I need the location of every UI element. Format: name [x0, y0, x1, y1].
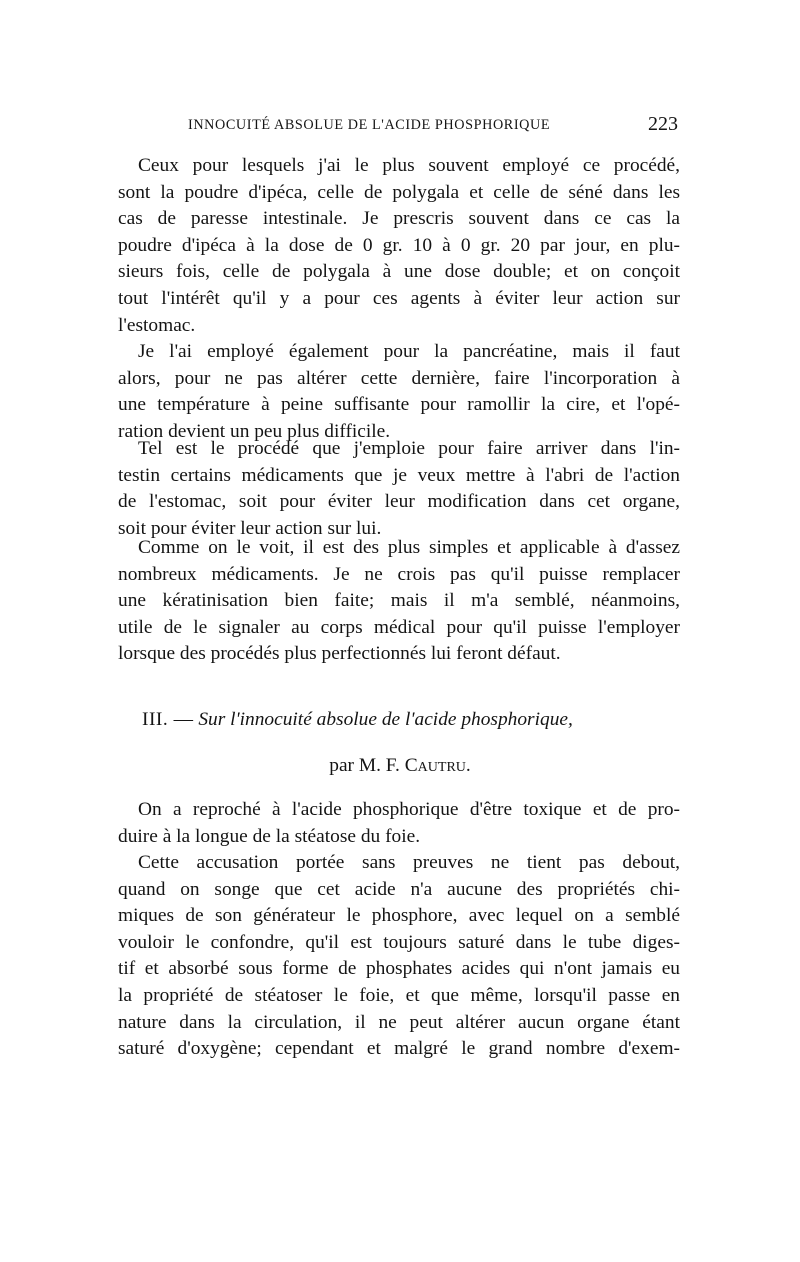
page-number: 223	[648, 113, 678, 135]
text-line: nature dans la circulation, il ne peut altérer aucun organe étant	[118, 1011, 680, 1033]
paragraph-5	[118, 797, 680, 850]
text-line: tout l'intérêt qu'il y a pour ces agents à éviter leur action sur	[118, 287, 680, 309]
text-line: testin certains médicaments que je veux mettre à l'abri de l'action	[118, 464, 680, 486]
text-line: Comme on le voit, il est des plus simples et applicable à d'assez	[138, 537, 680, 558]
text-line: nombreux médicaments. Je ne crois pas qu'il puisse remplacer	[118, 563, 680, 585]
text-line: la propriété de stéatoser le foie, et que même, lorsqu'il passe en	[118, 984, 680, 1006]
text-line: une kératinisation bien faite; mais il m'a semblé, néanmoins,	[118, 590, 680, 612]
section-number: III. —	[142, 709, 194, 730]
running-title: INNOCUITÉ ABSOLUE DE L'ACIDE PHOSPHORIQUE	[188, 117, 551, 133]
text-line: Tel est le procédé que j'emploie pour faire arriver dans l'in-	[138, 438, 680, 459]
text-line: Ceux pour lesquels j'ai le plus souvent employé ce procédé,	[138, 155, 680, 176]
text-line: de l'estomac, soit pour éviter leur modification dans cet organe,	[118, 491, 680, 513]
text-line: poudre d'ipéca à la dose de 0 gr. 10 à 0 gr. 20 par jour, en plu-	[118, 234, 680, 256]
section-heading	[142, 709, 662, 731]
text-line: ration devient un peu plus difficile.	[118, 420, 391, 442]
text-line: cas de paresse intestinale. Je prescris souvent dans ce cas la	[118, 208, 680, 230]
text-line: quand on songe que cet acide n'a aucune des propriétés chi-	[118, 878, 680, 900]
paragraph-1	[118, 153, 680, 339]
text-line: saturé d'oxygène; cependant et malgré le grand nombre d'exem-	[118, 1038, 680, 1060]
paragraph-2	[118, 339, 680, 445]
section-title-text: Sur l'innocuité absolue de l'acide phosphorique,	[198, 709, 573, 730]
text-line: sont la poudre d'ipéca, celle de polygala et celle de séné dans les	[118, 181, 680, 203]
text-line: soit pour éviter leur action sur lui.	[118, 517, 382, 539]
paragraph-6	[118, 850, 680, 1063]
paragraph-4	[118, 535, 680, 668]
text-line: vouloir le confondre, qu'il est toujours saturé dans le tube diges-	[118, 931, 680, 953]
text-line: sieurs fois, celle de polygala à une dose double; et on conçoit	[118, 261, 680, 283]
text-line: miques de son générateur le phosphore, avec lequel on a semblé	[118, 905, 680, 927]
text-line: tif et absorbé sous forme de phosphates acides qui n'ont jamais eu	[118, 958, 680, 980]
text-line: une température à peine suffisante pour ramollir la cire, et l'opé-	[118, 394, 680, 416]
text-line: On a reproché à l'acide phosphorique d'être toxique et de pro-	[138, 799, 680, 820]
text-line: alors, pour ne pas altérer cette dernière, faire l'incorporation à	[118, 367, 680, 389]
text-line: Je l'ai employé également pour la pancréatine, mais il faut	[138, 341, 680, 362]
section-author	[0, 755, 800, 777]
text-line: lorsque des procédés plus perfectionnés lui feront défaut.	[118, 643, 561, 665]
text-line: Cette accusation portée sans preuves ne tient pas debout,	[138, 852, 680, 873]
text-line: duire à la longue de la stéatose du foie.	[118, 825, 421, 847]
author-name: Cautru.	[404, 755, 471, 776]
paragraph-3	[118, 436, 680, 542]
text-line: utile de le signaler au corps médical pour qu'il puisse l'employer	[118, 616, 680, 638]
running-header	[118, 113, 680, 143]
author-prefix: par M. F.	[329, 755, 400, 776]
text-line: l'estomac.	[118, 314, 196, 336]
